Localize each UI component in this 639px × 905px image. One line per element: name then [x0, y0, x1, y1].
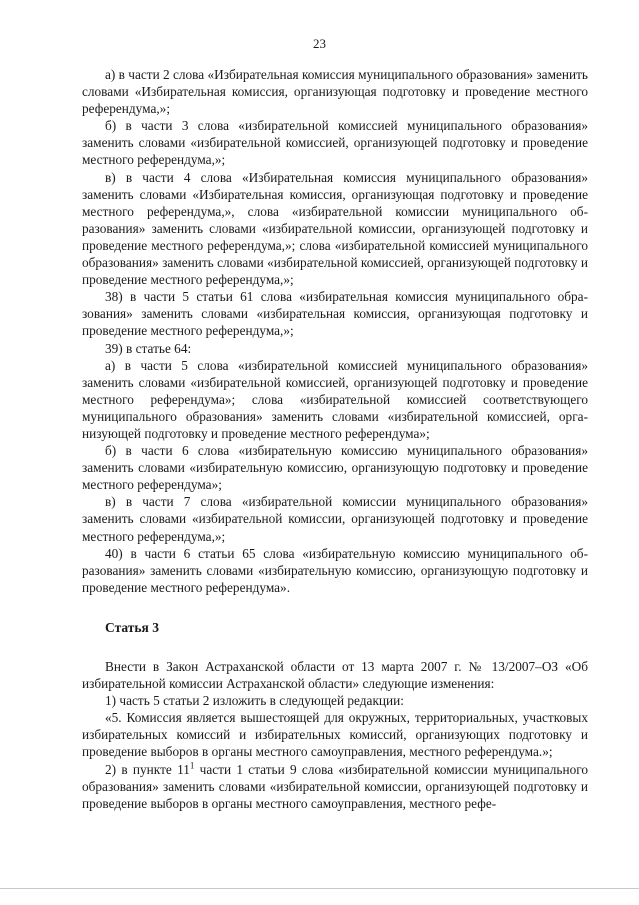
paragraph: в) в части 7 слова «избирательной комиссии муниципального образования» заменить словами «избирательной комиссии, организующей подготовку и проведение местного референдума,»;: [82, 494, 588, 544]
paragraph: 1) часть 5 статьи 2 изложить в следующей редакции:: [105, 693, 404, 709]
superscript: 1: [189, 760, 195, 771]
paragraph: Внести в Закон Астраханской области от 13 марта 2007 г. № 13/2007–ОЗ «Об избирательной комиссии Астраханской области» следующие изменения:: [82, 659, 588, 692]
paragraph: в) в части 4 слова «Избирательная комиссия муниципального образования» заменить словами «Избирательная комиссия, организующая подготовку и проведение местного референдума,», слова «избирательной комиссии муниципального образования» заменить словами «избирательной комиссии, организующей подготовку и проведение местного референдума,»; слова «избирательной комиссией муниципального образования» заменить словами «избирательной комиссией, организующей подготовку и проведение местного референдума,»;: [82, 169, 588, 288]
paragraph: б) в части 3 слова «избирательной комиссией муниципального образования» заменить словами «избирательной комиссией, организующей подготовку и проведение местного референдума,»;: [82, 118, 588, 168]
paragraph-last: [82, 761, 588, 812]
paragraph-text-end: части 1 статьи 9 слова «избирательной комиссии муниципального образования» заменить словами «избирательной комиссии, организующей подготовку и проведение выборов в органы местного самоуправления, местного рефе-: [82, 761, 588, 811]
paragraph: а) в части 2 слова «Избирательная комиссия муниципального образования» заменить словами «Избирательная комиссия, организующая подготовку и проведение местного референдума,»;: [82, 67, 588, 117]
paragraph: «5. Комиссия является вышестоящей для окружных, территориальных, участковых избирательных комиссий и избирательных комиссий, организующих подготовку и проведение выборов в органы местного самоуправления, местного референдума.»;: [82, 710, 588, 760]
paragraph-text-start: 2) в пункте 11: [105, 761, 190, 777]
page-number: 23: [313, 36, 326, 51]
paragraph: а) в части 5 слова «избирательной комиссией муниципального образования» заменить словами «избирательной комиссией, организующей подготовку и проведение местного референдума»; слова «избирательной комиссией соответствующего муниципального образования» заменить словами «избирательной комиссией, организующей подготовку и проведение местного референдума»;: [82, 357, 588, 441]
paragraph: 38) в части 5 статьи 61 слова «избирательная комиссия муниципального образования» заменить словами «избирательная комиссия, организующая подготовку и проведение местного референдума,»;: [82, 289, 588, 339]
document-body: [82, 66, 588, 812]
page-bottom-rule: [0, 888, 639, 889]
paragraph: б) в части 6 слова «избирательную комиссию муниципального образования» заменить словами «избирательную комиссию, организующую подготовку и проведение местного референдума»;: [82, 443, 588, 493]
paragraph: 40) в части 6 статьи 65 слова «избирательную комиссию муниципального образования» заменить словами «избирательную комиссию, организующую подготовку и проведение местного референдума».: [82, 545, 588, 595]
article-heading: Статья 3: [105, 619, 159, 635]
paragraph: 39) в статье 64:: [105, 340, 192, 356]
